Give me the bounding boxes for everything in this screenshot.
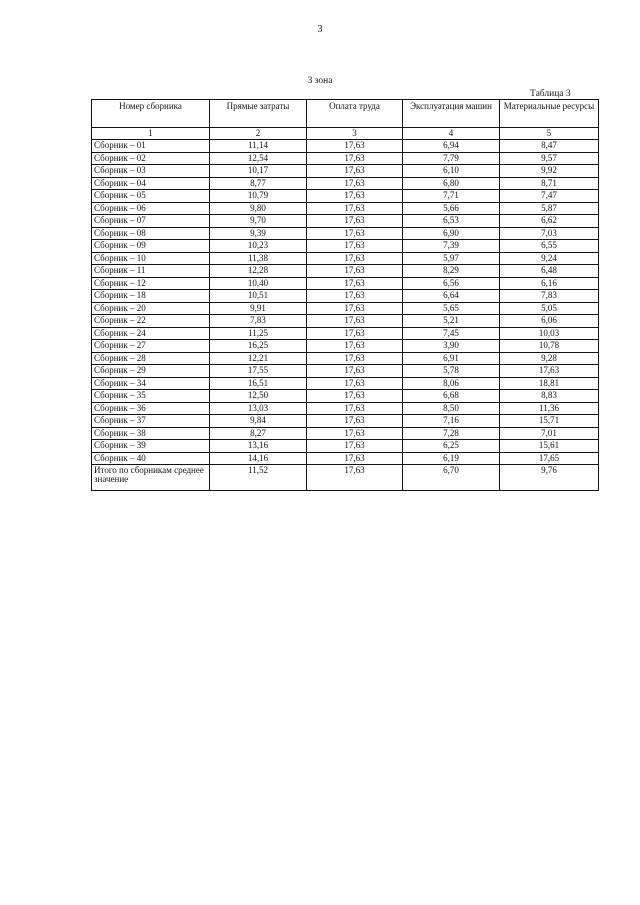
direct-costs-cell: 9,39 [210, 227, 307, 240]
direct-costs-cell: 10,51 [210, 290, 307, 303]
cost-index-table [91, 99, 599, 491]
material-resources-cell: 7,47 [500, 190, 599, 203]
machine-operation-cell: 5,65 [403, 302, 500, 315]
labor-pay-cell: 17,63 [307, 315, 403, 328]
table-row [92, 452, 599, 465]
direct-costs-cell: 7,83 [210, 315, 307, 328]
material-resources-cell: 6,55 [500, 240, 599, 253]
material-resources-cell: 15,61 [500, 440, 599, 453]
collection-name-cell: Сборник – 06 [92, 202, 210, 215]
labor-pay-cell: 17,63 [307, 327, 403, 340]
table-row [92, 277, 599, 290]
header-collection-number: Номер сборника [92, 100, 210, 128]
labor-pay-cell: 17,63 [307, 227, 403, 240]
direct-costs-cell: 12,50 [210, 390, 307, 403]
direct-costs-cell: 17,55 [210, 365, 307, 378]
direct-costs-cell: 13,16 [210, 440, 307, 453]
material-resources-cell: 9,57 [500, 152, 599, 165]
direct-costs-cell: 11,38 [210, 252, 307, 265]
material-resources-cell: 7,01 [500, 427, 599, 440]
table-row [92, 290, 599, 303]
material-resources-cell: 5,05 [500, 302, 599, 315]
table-row [92, 240, 599, 253]
direct-costs-cell: 8,27 [210, 427, 307, 440]
direct-costs-cell: 16,25 [210, 340, 307, 353]
collection-name-cell: Сборник – 09 [92, 240, 210, 253]
labor-pay-cell: 17,63 [307, 440, 403, 453]
direct-costs-cell: 10,79 [210, 190, 307, 203]
machine-operation-cell: 5,78 [403, 365, 500, 378]
machine-operation-cell: 6,56 [403, 277, 500, 290]
total-machine-operation: 6,70 [403, 465, 500, 491]
material-resources-cell: 11,36 [500, 402, 599, 415]
page-number: 3 [317, 24, 323, 35]
total-material-resources: 9,76 [500, 465, 599, 491]
machine-operation-cell: 6,91 [403, 352, 500, 365]
column-number: 5 [500, 128, 599, 140]
machine-operation-cell: 6,64 [403, 290, 500, 303]
table-row [92, 252, 599, 265]
machine-operation-cell: 6,19 [403, 452, 500, 465]
table-row [92, 140, 599, 153]
header-material-resources: Материальные ресурсы [500, 100, 599, 128]
machine-operation-cell: 8,50 [403, 402, 500, 415]
material-resources-cell: 17,65 [500, 452, 599, 465]
labor-pay-cell: 17,63 [307, 140, 403, 153]
collection-name-cell: Сборник – 29 [92, 365, 210, 378]
machine-operation-cell: 5,21 [403, 315, 500, 328]
table-row [92, 302, 599, 315]
material-resources-cell: 5,87 [500, 202, 599, 215]
collection-name-cell: Сборник – 03 [92, 165, 210, 178]
collection-name-cell: Сборник – 20 [92, 302, 210, 315]
table-row [92, 202, 599, 215]
total-label: Итого по сборникам среднее значение [92, 465, 210, 491]
machine-operation-cell: 8,29 [403, 265, 500, 278]
labor-pay-cell: 17,63 [307, 377, 403, 390]
direct-costs-cell: 10,23 [210, 240, 307, 253]
material-resources-cell: 8,71 [500, 177, 599, 190]
zone-title: 3 зона [307, 76, 333, 86]
table-row [92, 390, 599, 403]
labor-pay-cell: 17,63 [307, 240, 403, 253]
material-resources-cell: 7,83 [500, 290, 599, 303]
labor-pay-cell: 17,63 [307, 340, 403, 353]
table-row [92, 402, 599, 415]
material-resources-cell: 9,24 [500, 252, 599, 265]
machine-operation-cell: 6,80 [403, 177, 500, 190]
total-direct-costs: 11,52 [210, 465, 307, 491]
collection-name-cell: Сборник – 18 [92, 290, 210, 303]
collection-name-cell: Сборник – 27 [92, 340, 210, 353]
labor-pay-cell: 17,63 [307, 190, 403, 203]
direct-costs-cell: 14,16 [210, 452, 307, 465]
direct-costs-cell: 12,54 [210, 152, 307, 165]
table-row [92, 352, 599, 365]
collection-name-cell: Сборник – 04 [92, 177, 210, 190]
table-row [92, 227, 599, 240]
table-row [92, 340, 599, 353]
direct-costs-cell: 11,14 [210, 140, 307, 153]
collection-name-cell: Сборник – 37 [92, 415, 210, 428]
total-labor-pay: 17,63 [307, 465, 403, 491]
machine-operation-cell: 7,39 [403, 240, 500, 253]
machine-operation-cell: 6,90 [403, 227, 500, 240]
table-row [92, 165, 599, 178]
material-resources-cell: 9,28 [500, 352, 599, 365]
table-row [92, 215, 599, 228]
machine-operation-cell: 7,71 [403, 190, 500, 203]
machine-operation-cell: 5,66 [403, 202, 500, 215]
collection-name-cell: Сборник – 28 [92, 352, 210, 365]
collection-name-cell: Сборник – 07 [92, 215, 210, 228]
direct-costs-cell: 9,80 [210, 202, 307, 215]
table-row [92, 327, 599, 340]
collection-name-cell: Сборник – 34 [92, 377, 210, 390]
labor-pay-cell: 17,63 [307, 452, 403, 465]
table-row [92, 315, 599, 328]
labor-pay-cell: 17,63 [307, 302, 403, 315]
table-row [92, 190, 599, 203]
labor-pay-cell: 17,63 [307, 427, 403, 440]
material-resources-cell: 18,81 [500, 377, 599, 390]
table-row [92, 152, 599, 165]
table-label: Таблица 3 [530, 89, 571, 99]
machine-operation-cell: 6,53 [403, 215, 500, 228]
labor-pay-cell: 17,63 [307, 415, 403, 428]
machine-operation-cell: 7,16 [403, 415, 500, 428]
header-machine-operation: Эксплуатация машин [403, 100, 500, 128]
column-number-row [92, 128, 599, 140]
material-resources-cell: 6,06 [500, 315, 599, 328]
column-number: 1 [92, 128, 210, 140]
table-row [92, 377, 599, 390]
collection-name-cell: Сборник – 39 [92, 440, 210, 453]
material-resources-cell: 17,63 [500, 365, 599, 378]
labor-pay-cell: 17,63 [307, 265, 403, 278]
collection-name-cell: Сборник – 22 [92, 315, 210, 328]
machine-operation-cell: 6,10 [403, 165, 500, 178]
labor-pay-cell: 17,63 [307, 352, 403, 365]
material-resources-cell: 6,48 [500, 265, 599, 278]
table-row [92, 265, 599, 278]
machine-operation-cell: 8,06 [403, 377, 500, 390]
labor-pay-cell: 17,63 [307, 215, 403, 228]
labor-pay-cell: 17,63 [307, 165, 403, 178]
material-resources-cell: 8,83 [500, 390, 599, 403]
direct-costs-cell: 9,91 [210, 302, 307, 315]
direct-costs-cell: 12,21 [210, 352, 307, 365]
direct-costs-cell: 12,28 [210, 265, 307, 278]
collection-name-cell: Сборник – 40 [92, 452, 210, 465]
collection-name-cell: Сборник – 11 [92, 265, 210, 278]
collection-name-cell: Сборник – 01 [92, 140, 210, 153]
collection-name-cell: Сборник – 38 [92, 427, 210, 440]
table-header-row [92, 100, 599, 128]
collection-name-cell: Сборник – 08 [92, 227, 210, 240]
material-resources-cell: 10,78 [500, 340, 599, 353]
machine-operation-cell: 6,94 [403, 140, 500, 153]
direct-costs-cell: 13,03 [210, 402, 307, 415]
total-row [92, 465, 599, 491]
collection-name-cell: Сборник – 10 [92, 252, 210, 265]
collection-name-cell: Сборник – 05 [92, 190, 210, 203]
table-row [92, 440, 599, 453]
labor-pay-cell: 17,63 [307, 390, 403, 403]
header-direct-costs: Прямые затраты [210, 100, 307, 128]
direct-costs-cell: 10,40 [210, 277, 307, 290]
material-resources-cell: 9,92 [500, 165, 599, 178]
table-row [92, 415, 599, 428]
direct-costs-cell: 10,17 [210, 165, 307, 178]
labor-pay-cell: 17,63 [307, 177, 403, 190]
material-resources-cell: 15,71 [500, 415, 599, 428]
material-resources-cell: 8,47 [500, 140, 599, 153]
labor-pay-cell: 17,63 [307, 277, 403, 290]
direct-costs-cell: 9,70 [210, 215, 307, 228]
table-row [92, 177, 599, 190]
material-resources-cell: 6,62 [500, 215, 599, 228]
column-number: 2 [210, 128, 307, 140]
material-resources-cell: 7,03 [500, 227, 599, 240]
direct-costs-cell: 16,51 [210, 377, 307, 390]
header-labor-pay: Оплата труда [307, 100, 403, 128]
labor-pay-cell: 17,63 [307, 252, 403, 265]
machine-operation-cell: 7,28 [403, 427, 500, 440]
labor-pay-cell: 17,63 [307, 152, 403, 165]
direct-costs-cell: 11,25 [210, 327, 307, 340]
labor-pay-cell: 17,63 [307, 290, 403, 303]
collection-name-cell: Сборник – 35 [92, 390, 210, 403]
material-resources-cell: 6,16 [500, 277, 599, 290]
column-number: 3 [307, 128, 403, 140]
machine-operation-cell: 7,45 [403, 327, 500, 340]
machine-operation-cell: 6,25 [403, 440, 500, 453]
collection-name-cell: Сборник – 02 [92, 152, 210, 165]
machine-operation-cell: 5,97 [403, 252, 500, 265]
machine-operation-cell: 6,68 [403, 390, 500, 403]
machine-operation-cell: 7,79 [403, 152, 500, 165]
table-row [92, 365, 599, 378]
column-number: 4 [403, 128, 500, 140]
direct-costs-cell: 8,77 [210, 177, 307, 190]
table-body [92, 140, 599, 465]
collection-name-cell: Сборник – 12 [92, 277, 210, 290]
labor-pay-cell: 17,63 [307, 202, 403, 215]
material-resources-cell: 10,03 [500, 327, 599, 340]
labor-pay-cell: 17,63 [307, 402, 403, 415]
labor-pay-cell: 17,63 [307, 365, 403, 378]
machine-operation-cell: 3,90 [403, 340, 500, 353]
direct-costs-cell: 9,84 [210, 415, 307, 428]
collection-name-cell: Сборник – 24 [92, 327, 210, 340]
table-row [92, 427, 599, 440]
collection-name-cell: Сборник – 36 [92, 402, 210, 415]
